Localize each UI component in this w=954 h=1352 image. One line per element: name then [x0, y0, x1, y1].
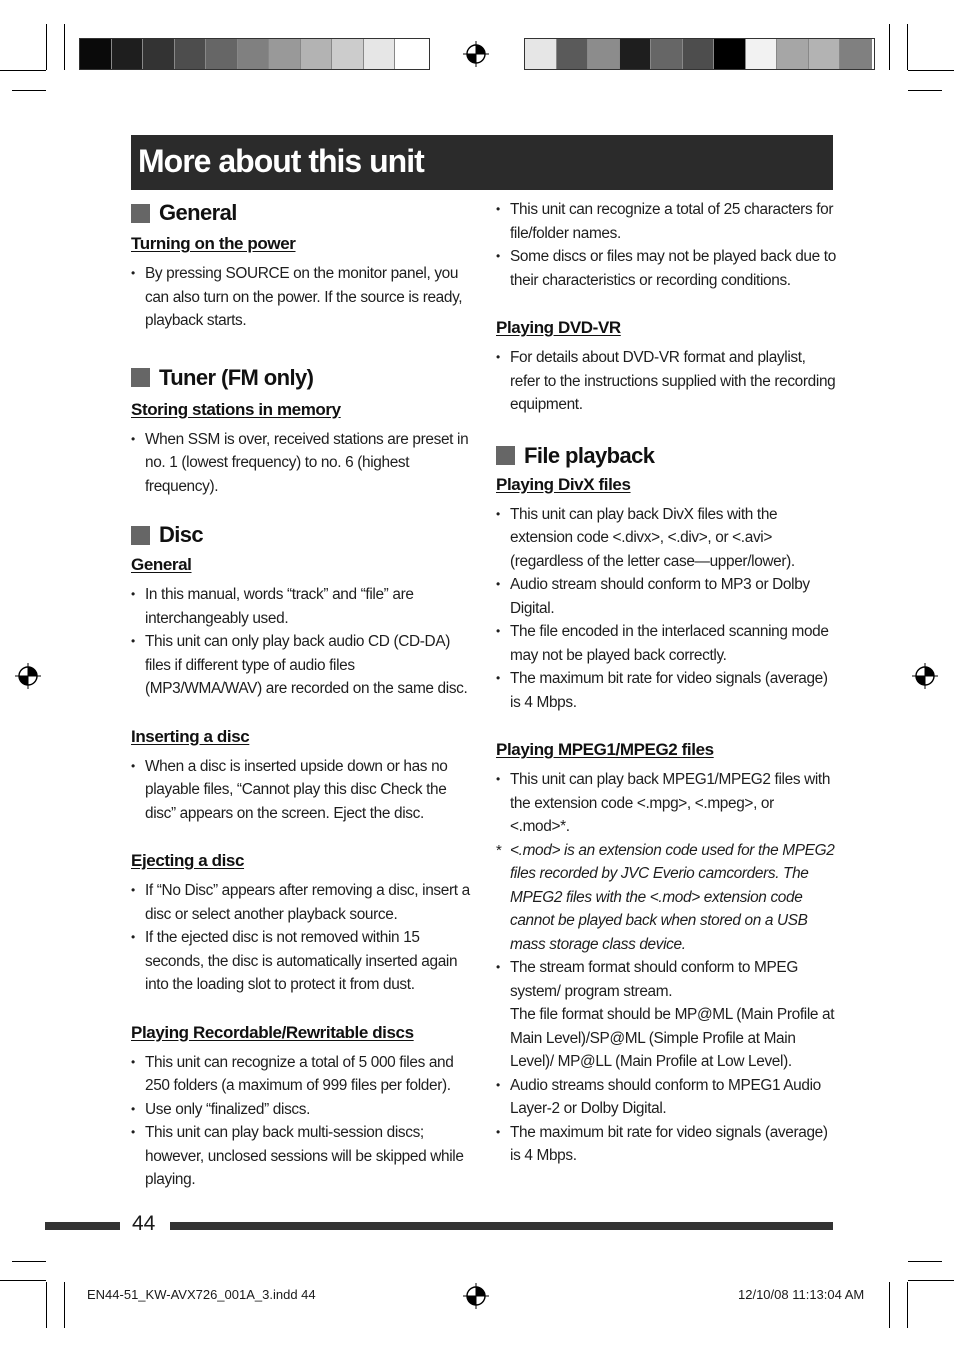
- color-swatch: [332, 39, 364, 69]
- list-item: • Use only “finalized” discs.: [131, 1098, 471, 1122]
- list-item: • This unit can play back multi-session discs; however, unclosed sessions will be skipped while playing.: [131, 1121, 471, 1192]
- color-swatch: [557, 39, 589, 69]
- right-column: [496, 196, 836, 1168]
- list-item: [496, 956, 836, 1074]
- color-swatch: [683, 39, 715, 69]
- color-swatch: [620, 39, 652, 69]
- crop-mark: [907, 1282, 908, 1328]
- section-title: File playback: [524, 442, 655, 468]
- crop-mark: [46, 24, 47, 70]
- color-swatch: [777, 39, 809, 69]
- subheading-inserting-disc: Inserting a disc: [131, 726, 250, 746]
- list-item: • Audio stream should conform to MP3 or Dolby Digital.: [496, 573, 836, 620]
- crop-mark: [907, 24, 908, 70]
- list-item: • This unit can only play back audio CD (CD-DA) files if different type of audio files (MP3/WMA/WAV) are recorded on the same disc.: [131, 630, 471, 701]
- color-calibration-bar-left: [79, 38, 430, 70]
- crop-mark: [908, 90, 942, 91]
- list-item: • In this manual, words “track” and “file” are interchangeably used.: [131, 583, 471, 630]
- subheading-ejecting-disc: Ejecting a disc: [131, 851, 245, 870]
- section-general: [131, 196, 471, 230]
- color-swatch: [80, 39, 112, 69]
- color-swatch: [175, 39, 207, 69]
- page-number: 44: [132, 1212, 156, 1235]
- section-tuner: [131, 361, 471, 395]
- subheading-divx: Playing DivX files: [496, 474, 631, 494]
- section-square-icon: [131, 368, 150, 387]
- left-column: [131, 196, 471, 1192]
- section-file-playback: [496, 439, 836, 473]
- color-swatch: [301, 39, 333, 69]
- crop-mark: [908, 1261, 942, 1262]
- crop-mark: [908, 70, 954, 71]
- crop-mark: [908, 1280, 954, 1281]
- color-swatch: [206, 39, 238, 69]
- list-item-text: The file format should be MP@ML (Main Profile at Main Level)/SP@ML (Simple Profile at Main Level)/ MP@LL (Main Profile at Low Level).: [510, 1006, 835, 1070]
- crop-mark: [0, 1280, 46, 1281]
- section-title: General: [159, 200, 237, 225]
- list-item: • The file encoded in the interlaced scanning mode may not be played back correctly.: [496, 620, 836, 667]
- list-item: • Audio streams should conform to MPEG1 Audio Layer-2 or Dolby Digital.: [496, 1074, 836, 1121]
- subheading-storing-stations: Storing stations in memory: [131, 399, 341, 419]
- list-item: • By pressing SOURCE on the monitor panel, you can also turn on the power. If the source is ready, playback starts.: [131, 262, 471, 333]
- color-swatch: [395, 39, 427, 69]
- section-disc: [131, 518, 471, 552]
- list-item: • This unit can recognize a total of 25 characters for file/folder names.: [496, 198, 836, 245]
- list-item: • This unit can play back DivX files with the extension code <.divx>, <.div>, or <.avi> (regardless of the letter case—upper/lower).: [496, 503, 836, 574]
- crop-mark: [64, 24, 65, 70]
- list-item: • The maximum bit rate for video signals (average) is 4 Mbps.: [496, 667, 836, 714]
- section-square-icon: [496, 446, 515, 465]
- page-title-bar: [131, 135, 833, 190]
- list-item: • If the ejected disc is not removed within 15 seconds, the disc is automatically inserted again into the loading slot to protect it from dust.: [131, 926, 471, 997]
- subheading-recordable-discs: Playing Recordable/Rewritable discs: [131, 1022, 414, 1042]
- list-item-text: • The stream format should conform to MPEG system/ program stream.: [510, 959, 798, 1000]
- registration-mark-icon: [463, 1283, 489, 1309]
- crop-mark: [889, 24, 890, 70]
- slug-timestamp: 12/10/08 11:13:04 AM: [738, 1287, 865, 1302]
- list-item: • If “No Disc” appears after removing a disc, insert a disc or select another playback source.: [131, 879, 471, 926]
- color-swatch: [364, 39, 396, 69]
- crop-mark: [64, 1282, 65, 1328]
- section-square-icon: [131, 526, 150, 545]
- list-item: • When a disc is inserted upside down or has no playable files, “Cannot play this disc Check the disc” appears on the screen. Eject the disc.: [131, 755, 471, 826]
- list-item: • The maximum bit rate for video signals (average) is 4 Mbps.: [496, 1121, 836, 1168]
- section-title: Disc: [159, 522, 204, 547]
- subheading-mpeg: Playing MPEG1/MPEG2 files: [496, 740, 714, 759]
- slug-filename: EN44-51_KW-AVX726_001A_3.indd 44: [87, 1287, 316, 1302]
- section-square-icon: [131, 204, 150, 223]
- subheading-turning-on-power: Turning on the power: [131, 234, 296, 253]
- registration-mark-icon: [15, 663, 41, 689]
- crop-mark: [46, 1282, 47, 1328]
- list-item: • This unit can recognize a total of 5 000 files and 250 folders (a maximum of 999 files per folder).: [131, 1051, 471, 1098]
- list-item: • For details about DVD-VR format and playlist, refer to the instructions supplied with the recording equipment.: [496, 346, 836, 417]
- color-swatch: [112, 39, 144, 69]
- registration-mark-icon: [912, 663, 938, 689]
- color-swatch: [588, 39, 620, 69]
- color-swatch: [238, 39, 270, 69]
- color-swatch: [746, 39, 778, 69]
- color-swatch: [143, 39, 175, 69]
- page-title: More about this unit: [138, 143, 424, 179]
- footnote-item: * <.mod> is an extension code used for the MPEG2 files recorded by JVC Everio camcorders. The MPEG2 files with the <.mod> extension code cannot be played back when stored on a USB mass storage class device.: [496, 839, 836, 957]
- crop-mark: [12, 1261, 46, 1262]
- subheading-dvd-vr: Playing DVD-VR: [496, 318, 621, 337]
- color-swatch: [525, 39, 557, 69]
- crop-mark: [0, 70, 46, 71]
- color-swatch: [714, 39, 746, 69]
- footer-rule: [45, 1222, 120, 1230]
- list-item: • Some discs or files may not be played back due to their characteristics or recording conditions.: [496, 245, 836, 292]
- section-title: Tuner (FM only): [159, 364, 314, 390]
- color-swatch: [840, 39, 872, 69]
- color-swatch: [269, 39, 301, 69]
- crop-mark: [889, 1282, 890, 1328]
- color-calibration-bar-right: [524, 38, 875, 70]
- footer-rule: [170, 1222, 833, 1230]
- list-item: • When SSM is over, received stations are preset in no. 1 (lowest frequency) to no. 6 (highest frequency).: [131, 428, 471, 499]
- color-swatch: [651, 39, 683, 69]
- crop-mark: [12, 90, 46, 91]
- list-item: • This unit can play back MPEG1/MPEG2 files with the extension code <.mpg>, <.mpeg>, or <.mod>*.: [496, 768, 836, 839]
- color-swatch: [809, 39, 841, 69]
- registration-mark-icon: [463, 41, 489, 67]
- subheading-disc-general: General: [131, 555, 192, 574]
